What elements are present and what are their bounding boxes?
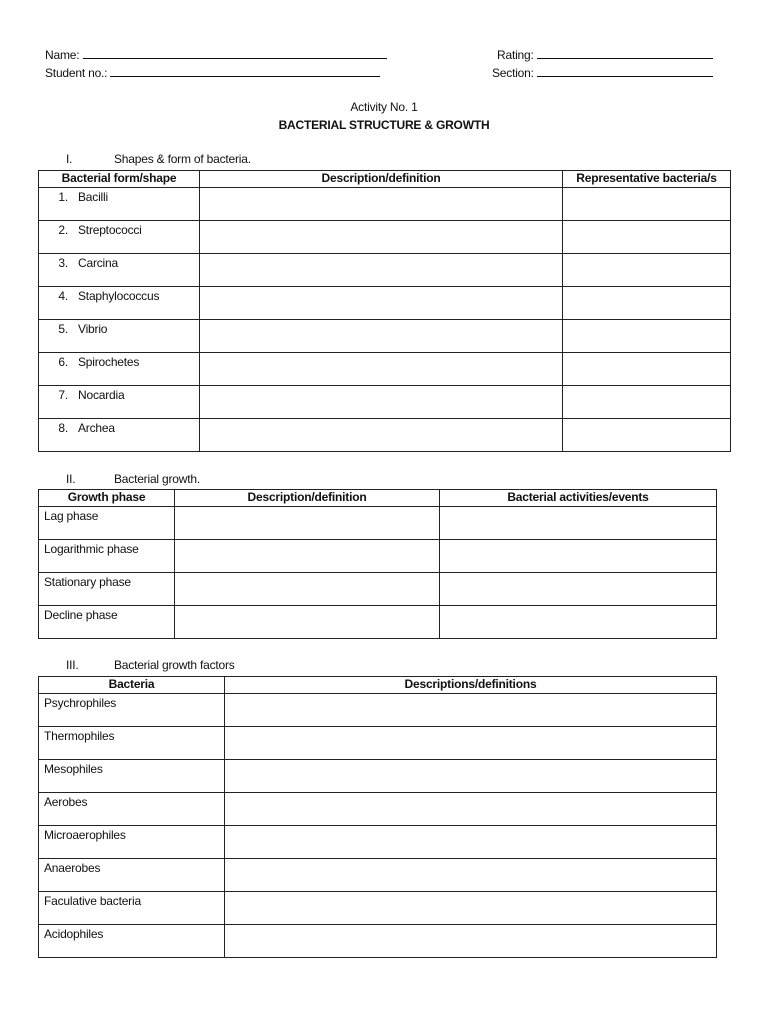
growth-phase-table bbox=[38, 489, 717, 639]
table-row bbox=[39, 826, 717, 859]
description-cell[interactable] bbox=[175, 573, 440, 606]
table-header-row bbox=[39, 490, 717, 507]
bacteria-cell bbox=[39, 925, 225, 958]
rating-line[interactable] bbox=[537, 47, 713, 59]
form-shape-cell bbox=[39, 353, 200, 386]
section3-title: Bacterial growth factors bbox=[114, 658, 235, 672]
growth-phase-label: Lag phase bbox=[44, 509, 99, 523]
growth-phase-cell bbox=[39, 573, 175, 606]
representative-cell[interactable] bbox=[563, 353, 731, 386]
table-row bbox=[39, 188, 731, 221]
representative-cell[interactable] bbox=[563, 188, 731, 221]
growth-phase-label: Decline phase bbox=[44, 608, 118, 622]
activities-cell[interactable] bbox=[440, 606, 717, 639]
section3-numeral: III. bbox=[66, 658, 79, 672]
column-header: Descriptions/definitions bbox=[225, 677, 717, 694]
form-shape-cell bbox=[39, 188, 200, 221]
form-shape-item bbox=[39, 221, 199, 237]
representative-cell[interactable] bbox=[563, 287, 731, 320]
item-number: 1. bbox=[58, 190, 68, 204]
shapes-table bbox=[38, 170, 731, 452]
form-shape-item bbox=[39, 287, 199, 303]
description-cell[interactable] bbox=[200, 287, 563, 320]
item-number: 2. bbox=[58, 223, 68, 237]
column-header: Description/definition bbox=[175, 490, 440, 507]
form-shape-cell bbox=[39, 254, 200, 287]
table-row bbox=[39, 287, 731, 320]
form-shape-item bbox=[39, 353, 199, 369]
bacteria-label: Psychrophiles bbox=[44, 696, 117, 710]
description-cell[interactable] bbox=[225, 793, 717, 826]
item-label: Nocardia bbox=[78, 388, 125, 402]
table-row bbox=[39, 727, 717, 760]
table-row bbox=[39, 507, 717, 540]
description-cell[interactable] bbox=[175, 540, 440, 573]
section2-title: Bacterial growth. bbox=[114, 472, 200, 486]
form-shape-item bbox=[39, 254, 199, 270]
item-number: 8. bbox=[58, 421, 68, 435]
description-cell[interactable] bbox=[200, 221, 563, 254]
representative-cell[interactable] bbox=[563, 386, 731, 419]
item-label: Bacilli bbox=[78, 190, 108, 204]
table-row bbox=[39, 221, 731, 254]
bacteria-label: Aerobes bbox=[44, 795, 88, 809]
description-cell[interactable] bbox=[225, 694, 717, 727]
student-no-line[interactable] bbox=[110, 65, 380, 77]
column-header: Description/definition bbox=[200, 171, 563, 188]
table-row bbox=[39, 386, 731, 419]
column-header: Growth phase bbox=[39, 490, 175, 507]
table-row bbox=[39, 606, 717, 639]
column-header: Bacterial form/shape bbox=[39, 171, 200, 188]
bacteria-label: Faculative bacteria bbox=[44, 894, 141, 908]
bacteria-cell bbox=[39, 727, 225, 760]
description-cell[interactable] bbox=[175, 606, 440, 639]
section1-title: Shapes & form of bacteria. bbox=[114, 152, 251, 166]
description-cell[interactable] bbox=[200, 419, 563, 452]
form-shape-cell bbox=[39, 287, 200, 320]
column-header: Representative bacteria/s bbox=[563, 171, 731, 188]
table-row bbox=[39, 573, 717, 606]
bacteria-label: Microaerophiles bbox=[44, 828, 126, 842]
section-line[interactable] bbox=[537, 65, 713, 77]
activity-number: Activity No. 1 bbox=[350, 100, 418, 114]
description-cell[interactable] bbox=[200, 188, 563, 221]
table-row bbox=[39, 540, 717, 573]
item-label: Archea bbox=[78, 421, 115, 435]
bacteria-label: Thermophiles bbox=[44, 729, 115, 743]
bacteria-label: Anaerobes bbox=[44, 861, 101, 875]
section2-heading bbox=[64, 472, 200, 486]
form-shape-cell bbox=[39, 221, 200, 254]
table-row bbox=[39, 254, 731, 287]
activities-cell[interactable] bbox=[440, 507, 717, 540]
activities-cell[interactable] bbox=[440, 573, 717, 606]
description-cell[interactable] bbox=[225, 859, 717, 892]
bacteria-cell bbox=[39, 760, 225, 793]
table-row bbox=[39, 925, 717, 958]
student-no-label: Student no.: bbox=[45, 66, 108, 80]
section3-heading bbox=[64, 658, 235, 672]
representative-cell[interactable] bbox=[563, 221, 731, 254]
description-cell[interactable] bbox=[225, 892, 717, 925]
growth-phase-cell bbox=[39, 507, 175, 540]
growth-phase-label: Logarithmic phase bbox=[44, 542, 139, 556]
table-header-row bbox=[39, 677, 717, 694]
form-shape-item bbox=[39, 320, 199, 336]
page-title: BACTERIAL STRUCTURE & GROWTH bbox=[278, 118, 490, 132]
description-cell[interactable] bbox=[200, 254, 563, 287]
name-line[interactable] bbox=[83, 47, 387, 59]
bacteria-cell bbox=[39, 694, 225, 727]
table-row bbox=[39, 419, 731, 452]
rating-field bbox=[497, 47, 713, 62]
section1-numeral: I. bbox=[66, 152, 73, 166]
growth-phase-cell bbox=[39, 606, 175, 639]
name-field bbox=[45, 47, 387, 62]
description-cell[interactable] bbox=[225, 760, 717, 793]
table-header-row bbox=[39, 171, 731, 188]
section2-numeral: II. bbox=[66, 472, 76, 486]
form-shape-item bbox=[39, 188, 199, 204]
form-shape-cell bbox=[39, 419, 200, 452]
description-cell[interactable] bbox=[200, 353, 563, 386]
representative-cell[interactable] bbox=[563, 254, 731, 287]
section1-heading bbox=[64, 152, 251, 166]
item-label: Carcina bbox=[78, 256, 118, 270]
form-shape-item bbox=[39, 386, 199, 402]
description-cell[interactable] bbox=[225, 727, 717, 760]
growth-phase-cell bbox=[39, 540, 175, 573]
bacteria-cell bbox=[39, 793, 225, 826]
student-no-field bbox=[45, 65, 380, 80]
bacteria-cell bbox=[39, 859, 225, 892]
table-row bbox=[39, 320, 731, 353]
item-number: 3. bbox=[58, 256, 68, 270]
description-cell[interactable] bbox=[225, 826, 717, 859]
item-number: 7. bbox=[58, 388, 68, 402]
table-row bbox=[39, 859, 717, 892]
item-label: Staphylococcus bbox=[78, 289, 160, 303]
bacteria-label: Acidophiles bbox=[44, 927, 104, 941]
representative-cell[interactable] bbox=[563, 419, 731, 452]
form-shape-item bbox=[39, 419, 199, 435]
form-shape-cell bbox=[39, 386, 200, 419]
item-number: 4. bbox=[58, 289, 68, 303]
item-number: 5. bbox=[58, 322, 68, 336]
table-row bbox=[39, 793, 717, 826]
activities-cell[interactable] bbox=[440, 540, 717, 573]
table-row bbox=[39, 892, 717, 925]
representative-cell[interactable] bbox=[563, 320, 731, 353]
section-field bbox=[492, 65, 713, 80]
description-cell[interactable] bbox=[200, 386, 563, 419]
section-label: Section: bbox=[492, 66, 534, 80]
growth-phase-label: Stationary phase bbox=[44, 575, 131, 589]
form-shape-cell bbox=[39, 320, 200, 353]
description-cell[interactable] bbox=[200, 320, 563, 353]
growth-factors-table bbox=[38, 676, 717, 958]
table-row bbox=[39, 353, 731, 386]
item-number: 6. bbox=[58, 355, 68, 369]
item-label: Vibrio bbox=[78, 322, 108, 336]
description-cell[interactable] bbox=[175, 507, 440, 540]
table-row bbox=[39, 694, 717, 727]
name-label: Name: bbox=[45, 48, 80, 62]
column-header: Bacteria bbox=[39, 677, 225, 694]
description-cell[interactable] bbox=[225, 925, 717, 958]
item-label: Spirochetes bbox=[78, 355, 140, 369]
item-label: Streptococci bbox=[78, 223, 142, 237]
column-header: Bacterial activities/events bbox=[440, 490, 717, 507]
bacteria-cell bbox=[39, 892, 225, 925]
rating-label: Rating: bbox=[497, 48, 534, 62]
bacteria-label: Mesophiles bbox=[44, 762, 103, 776]
bacteria-cell bbox=[39, 826, 225, 859]
table-row bbox=[39, 760, 717, 793]
